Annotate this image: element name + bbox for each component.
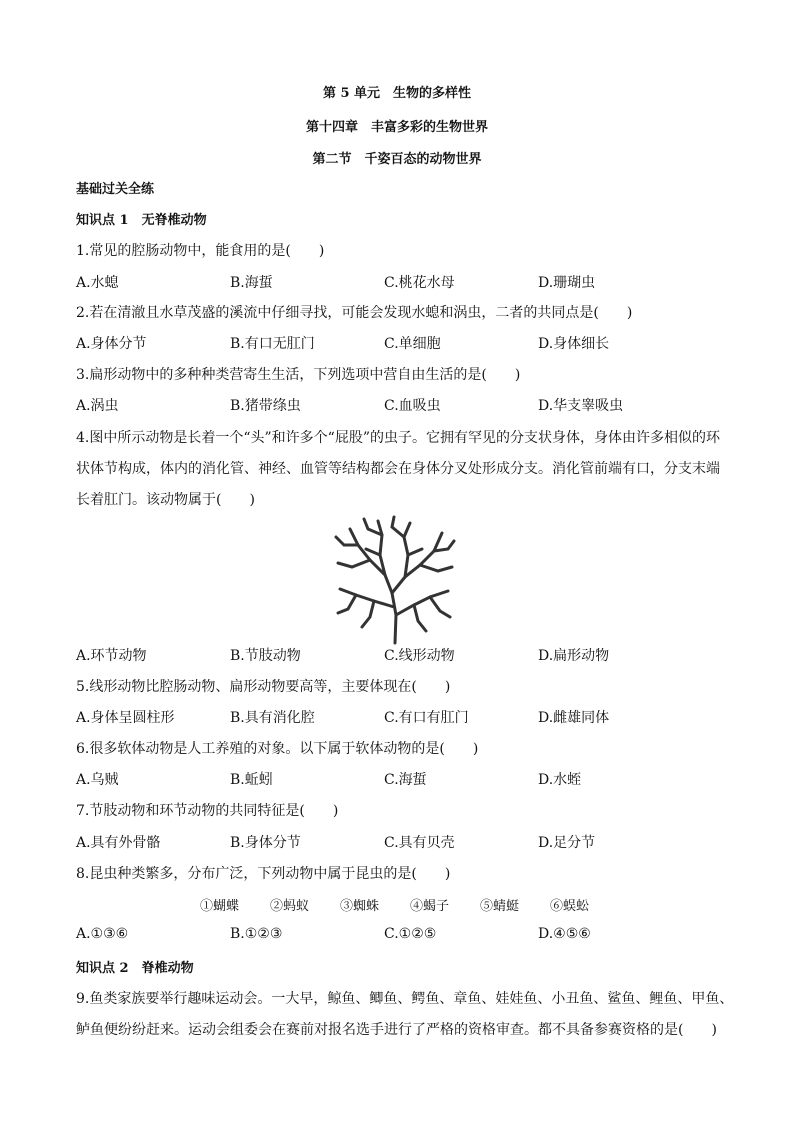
q8-item: ③蜘蛛 (340, 899, 380, 914)
q4-option-c: C.线形动物 (384, 648, 455, 664)
unit-title: 第 5 单元 生物的多样性 (322, 86, 472, 101)
q6-option-c: C.海蜇 (384, 772, 427, 788)
question-5-stem: 5.线形动物比腔肠动物、扁形动物要高等，主要体现在( ) (76, 679, 451, 695)
q2-option-a: A.身体分节 (76, 336, 147, 352)
q2-option-d: D.身体细长 (538, 336, 610, 352)
q4-option-d: D.扁形动物 (538, 648, 610, 664)
question-3-stem: 3.扁形动物中的多种种类营寄生生活，下列选项中营自由生活的是( ) (76, 367, 521, 383)
question-4-stem-line-2: 状体节构成，体内的消化管、神经、血管等结构都会在身体分叉处形成分支。消化管前端有口，分支末端 (76, 461, 720, 477)
q3-option-c: C.血吸虫 (384, 398, 441, 414)
practice-title: 基础过关全练 (76, 182, 155, 197)
question-4-stem-line-1: 4.图中所示动物是长着一个“头”和许多个“屁股”的虫子。它拥有罕见的分支状身体，身体由许多相似的环 (76, 430, 720, 446)
q3-option-b: B.猪带绦虫 (230, 398, 301, 414)
q8-item: ⑥蜈蚣 (550, 899, 590, 914)
q1-option-d: D.珊瑚虫 (538, 275, 596, 291)
q4-option-b: B.节肢动物 (230, 648, 301, 664)
q3-option-a: A.涡虫 (76, 398, 119, 414)
question-8-stem: 8.昆虫种类繁多，分布广泛，下列动物中属于昆虫的是( ) (76, 866, 451, 882)
q8-option-b: B.①②③ (230, 926, 283, 942)
q8-item: ⑤蜻蜓 (480, 899, 520, 914)
section-title: 第二节 千姿百态的动物世界 (312, 152, 482, 167)
q1-option-b: B.海蜇 (230, 275, 273, 291)
question-7-stem: 7.节肢动物和环节动物的共同特征是( ) (76, 803, 339, 819)
q2-option-c: C.单细胞 (384, 336, 441, 352)
q5-option-a: A.身体呈圆柱形 (76, 710, 175, 726)
q6-option-b: B.蚯蚓 (230, 772, 273, 788)
q8-item: ②蚂蚁 (270, 899, 310, 914)
question-9-stem-line-1: 9.鱼类家族要举行趣味运动会。一大早，鲸鱼、鲫鱼、鳄鱼、章鱼、娃娃鱼、小丑鱼、鲨鱼、鲤鱼、甲鱼、 (76, 991, 734, 1007)
knowledge-point-2: 知识点 2 脊椎动物 (76, 961, 194, 976)
branching-worm-figure (330, 515, 460, 645)
q1-option-a: A.水螅 (76, 275, 119, 291)
q7-option-d: D.足分节 (538, 835, 596, 851)
q5-option-b: B.具有消化腔 (230, 710, 315, 726)
q5-option-d: D.雌雄同体 (538, 710, 610, 726)
question-9-stem-line-2: 鲈鱼便纷纷赶来。运动会组委会在赛前对报名选手进行了严格的资格审查。都不具备参赛资格的是( ) (76, 1022, 717, 1038)
question-1-stem: 1.常见的腔肠动物中，能食用的是( ) (76, 243, 325, 259)
question-2-stem: 2.若在清澈且水草茂盛的溪流中仔细寻找，可能会发现水螅和涡虫，二者的共同点是( ) (76, 305, 633, 321)
q6-option-a: A.乌贼 (76, 772, 119, 788)
q4-option-a: A.环节动物 (76, 648, 147, 664)
q6-option-d: D.水蛭 (538, 772, 582, 788)
q8-item: ④蝎子 (410, 899, 450, 914)
q3-option-d: D.华支睾吸虫 (538, 398, 624, 414)
q8-item: ①蝴蝶 (200, 899, 240, 914)
question-6-stem: 6.很多软体动物是人工养殖的对象。以下属于软体动物的是( ) (76, 741, 479, 757)
q8-item-list (200, 895, 620, 914)
q2-option-b: B.有口无肛门 (230, 336, 315, 352)
q7-option-c: C.具有贝壳 (384, 835, 455, 851)
chapter-title: 第十四章 丰富多彩的生物世界 (305, 120, 488, 135)
q7-option-b: B.身体分节 (230, 835, 301, 851)
q1-option-c: C.桃花水母 (384, 275, 455, 291)
knowledge-point-1: 知识点 1 无脊椎动物 (76, 213, 207, 228)
q5-option-c: C.有口有肛门 (384, 710, 469, 726)
q7-option-a: A.具有外骨骼 (76, 835, 161, 851)
q8-option-c: C.①②⑤ (384, 926, 437, 942)
q8-option-a: A.①③⑥ (76, 926, 129, 942)
q8-option-d: D.④⑤⑥ (538, 926, 591, 942)
question-4-stem-line-3: 长着肛门。该动物属于( ) (76, 492, 255, 508)
